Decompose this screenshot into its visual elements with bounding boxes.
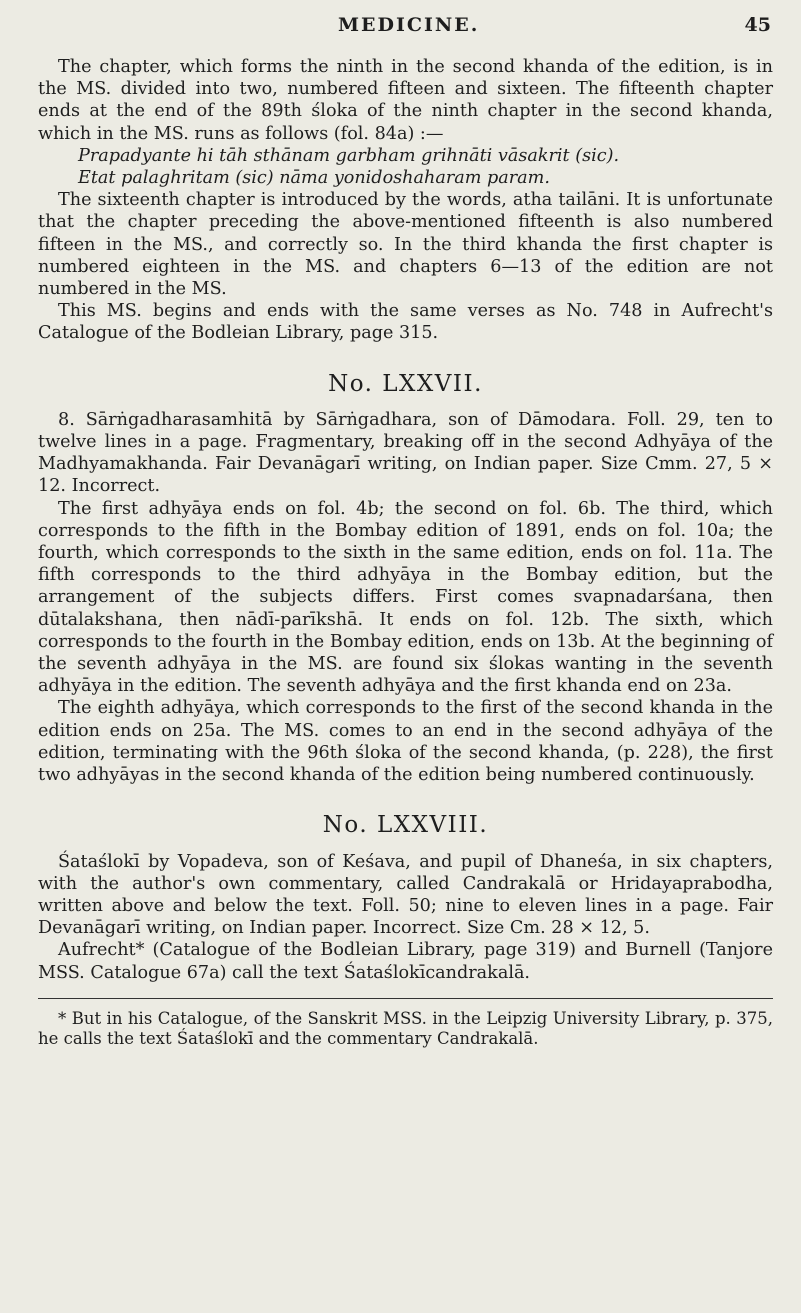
running-title: MEDICINE. [338, 14, 480, 36]
section-heading-77: No. LXXVII. [328, 370, 483, 397]
paragraph: The sixteenth chapter is introduced by the words, atha tailāni. It is unfortunate that the chapter preceding the above-mentioned fifteenth is also numbered fifteen in the MS., and correctly so. In the third khanda the first chapter is numbered eighteen in the MS. and chapters 6—13 of the edition are not numbered in the MS. [38, 190, 773, 300]
verse-line: Prapadyante hi tāh sthānam garbham grihnāti vāsakrit (sic). [78, 145, 620, 166]
page-body [38, 56, 773, 1049]
page-header [38, 14, 773, 40]
paragraph: The first adhyāya ends on fol. 4b; the second on fol. 6b. The third, which corresponds to the fifth in the Bombay edition of 1891, ends on fol. 10a; the fourth, which corresponds to the sixth in the same edition, ends on fol. 11a. The fifth corresponds to the third adhyāya in the Bombay edition, but the arrangement of the subjects differs. First comes svapnadarśana, then dūtalakshana, then nādī-parīkshā. It ends on fol. 12b. The sixth, which corresponds to the fourth in the Bombay edition, ends on 13b. At the beginning of the seventh adhyāya in the MS. are found six ślokas wanting in the seventh adhyāya in the edition. The seventh adhyāya and the first khanda end on 23a. [38, 498, 773, 697]
footnote: * But in his Catalogue, of the Sanskrit MSS. in the Leipzig University Library, p. 375, he calls the text Śataślokī and the commentary Candrakalā. [38, 1008, 773, 1048]
section-heading-78: No. LXXVIII. [322, 812, 489, 839]
paragraph: The chapter, which forms the ninth in the second khanda of the edition, is in the MS. divided into two, numbered fifteen and sixteen. The fifteenth chapter ends at the end of the 89th śloka of the ninth chapter in the second khanda, which in the MS. runs as follows (fol. 84a) :— [38, 57, 773, 144]
footnote-divider [38, 998, 773, 999]
page-number: 45 [744, 14, 771, 36]
paragraph: Aufrecht* (Catalogue of the Bodleian Library, page 319) and Burnell (Tanjore MSS. Catalogue 67a) call the text Śataślokīcandrakalā. [38, 940, 773, 983]
paragraph: This MS. begins and ends with the same verses as No. 748 in Aufrecht's Catalogue of the Bodleian Library, page 315. [38, 301, 773, 344]
verse-line: Etat palaghritam (sic) nāma yonidoshaharam param. [78, 168, 550, 189]
paragraph: 8. Sārṅgadharasamhitā by Sārṅgadhara, son of Dāmodara. Foll. 29, ten to twelve lines in a page. Fragmentary, breaking off in the second Adhyāya of the Madhyamakhanda. Fair Devanāgarī writing, on Indian paper. Size Cmm. 27, 5 × 12. Incorrect. [38, 409, 773, 497]
paragraph: Śataślokī by Vopadeva, son of Keśava, and pupil of Dhaneśa, in six chapters, with the author's own commentary, called Candrakalā or Hridayaprabodha, written above and below the text. Foll. 50; nine to eleven lines in a page. Fair Devanāgarī writing, on Indian paper. Incorrect. Size Cm. 28 × 12, 5. [38, 851, 773, 939]
paragraph: The eighth adhyāya, which corresponds to the first of the second khanda in the edition ends on 25a. The MS. comes to an end in the second adhyāya of the edition, terminating with the 96th śloka of the second khanda, (p. 228), the first two adhyāyas in the second khanda of the edition being numbered continuously. [38, 698, 773, 786]
